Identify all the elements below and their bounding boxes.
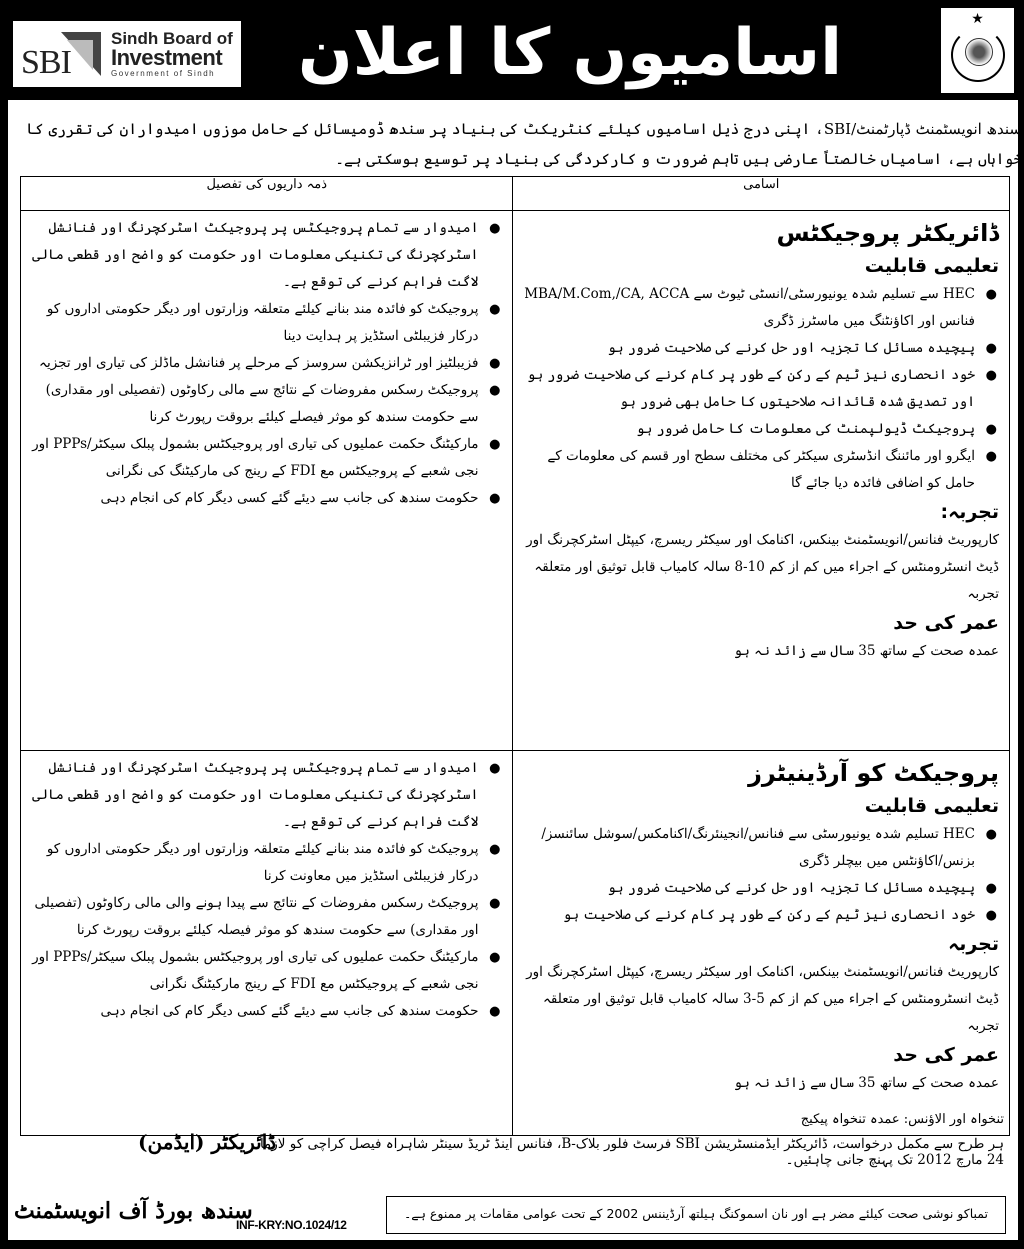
sbi-logo-mark-icon	[19, 26, 107, 82]
column-header-duties: ذمہ داریوں کی تفصیل	[21, 177, 513, 211]
column-header-post: اسامی	[513, 177, 1010, 211]
experience-text: کارپوریٹ فنانس/انویسٹمنٹ بینکس، اکنامک اور سیکٹر ریسرچ، کیپٹل اسٹرکچرنگ اور ڈیٹ انسٹرومنٹس کے اجراء میں کم از کم 10-8 سالہ کامیاب قابل توثیق اور متعلقہ تجربہ	[526, 532, 999, 602]
qualification-heading: تعلیمی قابلیت	[864, 255, 999, 277]
experience-text: کارپوریٹ فنانس/انویسٹمنٹ بینکس، اکنامک اور سیکٹر ریسرچ، کیپٹل اسٹرکچرنگ اور ڈیٹ انسٹرومنٹس کے اجراء میں کم از کم 5-3 سالہ کامیاب قابل توثیق اور متعلقہ تجربہ	[526, 964, 999, 1034]
salary-note: تنخواہ اور الاؤنس: عمدہ تنخواہ پیکیج	[800, 1112, 1004, 1127]
organization-name: سندھ بورڈ آف انویسٹمنٹ	[14, 1198, 253, 1224]
age-text: عمدہ صحت کے ساتھ 35 سال سے زائد نہ ہو	[734, 1075, 999, 1091]
logo-line-3: Government of Sindh	[111, 69, 216, 78]
duties-list	[31, 215, 502, 512]
list-item: ● حکومت سندھ کی جانب سے دیئے گئے کسی دیگر کام کی انجام دہی	[31, 485, 502, 512]
advertisement-body	[8, 100, 1022, 1240]
table-row	[21, 751, 1010, 1136]
star-icon: ★	[971, 11, 984, 27]
header-band	[0, 0, 1024, 100]
crest-icon	[951, 28, 1005, 82]
post-cell	[513, 211, 1010, 751]
list-item: ● پیچیدہ مسائل کا تجزیہ اور حل کرنے کی صلاحیت ضرور ہو	[523, 335, 999, 362]
list-item: ● خود انحصاری نیز ٹیم کے رکن کے طور پر کام کرنے کی صلاحیت ہو	[523, 902, 999, 929]
list-item: ● مارکیٹنگ حکمت عملیوں کی تیاری اور پروجیکٹس بشمول پبلک سیکٹر/PPPs اور نجی شعبے کے پروجیکٹس مع FDI کے رینج کی مارکیٹنگ کی نگرانی	[31, 431, 502, 485]
signatory-title: ڈائریکٹر (ایڈمن)	[138, 1130, 277, 1154]
list-item: ● حکومت سندھ کی جانب سے دیئے گئے کسی دیگر کام کی انجام دہی	[31, 998, 502, 1025]
post-title: ڈائریکٹر پروجیکٹس	[776, 219, 999, 247]
sindh-government-emblem-icon	[941, 8, 1014, 93]
qualifications-list	[523, 821, 999, 929]
logo-line-1: Sindh Board of	[111, 29, 233, 48]
duties-list	[31, 755, 502, 1025]
table-header-row	[21, 177, 1010, 211]
table-row	[21, 211, 1010, 751]
positions-table	[20, 176, 1010, 1136]
list-item: ● HEC تسلیم شدہ یونیورسٹی سے فنانس/انجینئرنگ/اکنامکس/سوشل سائنسز/بزنس/اکاؤنٹس میں بیچلر ڈگری	[523, 821, 999, 875]
list-item: ● امیدوار سے تمام پروجیکٹس پر پروجیکٹ اسٹرکچرنگ اور فنانشل اسٹرکچرنگ کی تکنیکی معلومات اور حکومت کو واضح اور قطعی مالی لاگت فراہم کرنے کی توقع ہے۔	[31, 215, 502, 296]
age-heading: عمر کی حد	[893, 1044, 999, 1066]
application-instructions: ہر طرح سے مکمل درخواست، ڈائریکٹر ایڈمنسٹریشن SBI فرسٹ فلور بلاک-B، فنانس اینڈ ٹریڈ سینٹر شاہراہ فیصل کراچی کو لازماً 24 مارچ 2012 تک پہنچ جانی چاہئیں۔	[259, 1136, 1004, 1168]
list-item: ● پروجیکٹ رسکس مفروضات کے نتائج سے پیدا ہونے والی مالی رکاوٹوں (تفصیلی اور مقداری) سے حکومت سندھ کو موثر فیصلہ کیلئے بروقت رپورٹ کرنا	[31, 890, 502, 944]
list-item: ● ایگرو اور مائننگ انڈسٹری سیکٹر کی مختلف سطح اور قسم کی معلومات کے حامل کو اضافی فائدہ دیا جائے گا	[523, 443, 999, 497]
list-item: ● مارکیٹنگ حکمت عملیوں کی تیاری اور پروجیکٹس بشمول پبلک سیکٹر/PPPs اور نجی شعبے کے پروجیکٹس مع FDI کے رینج مارکیٹنگ نگرانی	[31, 944, 502, 998]
qualifications-list	[523, 281, 999, 497]
list-item: ● فزیبلٹیز اور ٹرانزیکشن سروسز کے مرحلے پر فنانشل ماڈلز کی تیاری اور تجزیہ	[31, 350, 502, 377]
list-item: ● خود انحصاری نیز ٹیم کے رکن کے طور پر کام کرنے کی صلاحیت ضرور ہو اور تصدیق شدہ قائدانہ صلاحیتوں کا حامل بھی ضرور ہو	[523, 362, 999, 416]
list-item: ● پروجیکٹ رسکس مفروضات کے نتائج سے مالی رکاوٹوں (تفصیلی اور مقداری) سے حکومت سندھ کو موثر فیصلے کیلئے بروقت رپورٹ کرنا	[31, 377, 502, 431]
list-item: ● HEC سے تسلیم شدہ یونیورسٹی/انسٹی ٹیوٹ سے MBA/M.Com,/CA, ACCA فنانس اور اکاؤنٹنگ میں ماسٹرز ڈگری	[523, 281, 999, 335]
logo-letters: SBI	[21, 44, 71, 81]
duties-cell	[21, 211, 513, 751]
sbi-logo	[13, 21, 241, 87]
reference-number: INF-KRY:NO.1024/12	[236, 1218, 347, 1232]
age-text: عمدہ صحت کے ساتھ 35 سال سے زائد نہ ہو	[734, 643, 999, 659]
list-item: ● پروجیکٹ ڈیولپمنٹ کی معلومات کا حامل ضرور ہو	[523, 416, 999, 443]
experience-heading: تجربہ:	[940, 501, 999, 523]
logo-line-2: Investment	[111, 45, 223, 70]
qualification-heading: تعلیمی قابلیت	[864, 795, 999, 817]
smoking-warning-box: تمباکو نوشی صحت کیلئے مضر ہے اور نان اسموکنگ ہیلتھ آرڈیننس 2002 کے تحت عوامی مقامات پر ممنوع ہے۔	[386, 1196, 1006, 1234]
duties-cell	[21, 751, 513, 1136]
age-heading: عمر کی حد	[893, 612, 999, 634]
list-item: ● پروجیکٹ کو فائدہ مند بنانے کیلئے متعلقہ وزارتوں اور دیگر حکومتی اداروں کو درکار فزیبلٹی اسٹڈیز پر ہدایت دینا	[31, 296, 502, 350]
post-title: پروجیکٹ کو آرڈینیٹرز	[748, 759, 999, 787]
list-item: ● پیچیدہ مسائل کا تجزیہ اور حل کرنے کی صلاحیت ضرور ہو	[523, 875, 999, 902]
post-cell	[513, 751, 1010, 1136]
experience-heading: تجربہ	[948, 933, 999, 955]
list-item: ● پروجیکٹ کو فائدہ مند بنانے کیلئے متعلقہ وزارتوں اور دیگر حکومتی اداروں کو درکار فزیبلٹی اسٹڈیز میں معاونت کرنا	[31, 836, 502, 890]
intro-paragraph: سندھ انویسٹمنٹ ڈپارٹمنٹ/SBI، اپنی درج ذیل اسامیوں کیلئے کنٹریکٹ کی بنیاد پر سندھ ڈومیسائل کے حامل موزوں امیدواران کی تقرری کا خواہاں ہے، اسامیاں خالصتاً عارضی ہیں تاہم ضرورت و کارکردگی کی بنیاد پر توسیع ہوسکتی ہے۔	[26, 120, 1022, 168]
page-title: اسامیوں کا اعلان	[297, 16, 843, 90]
list-item: ● امیدوار سے تمام پروجیکٹس پر پروجیکٹ اسٹرکچرنگ اور فنانشل اسٹرکچرنگ کی تکنیکی معلومات اور حکومت کو واضح اور قطعی مالی لاگت فراہم کرنے کی توقع ہے۔	[31, 755, 502, 836]
